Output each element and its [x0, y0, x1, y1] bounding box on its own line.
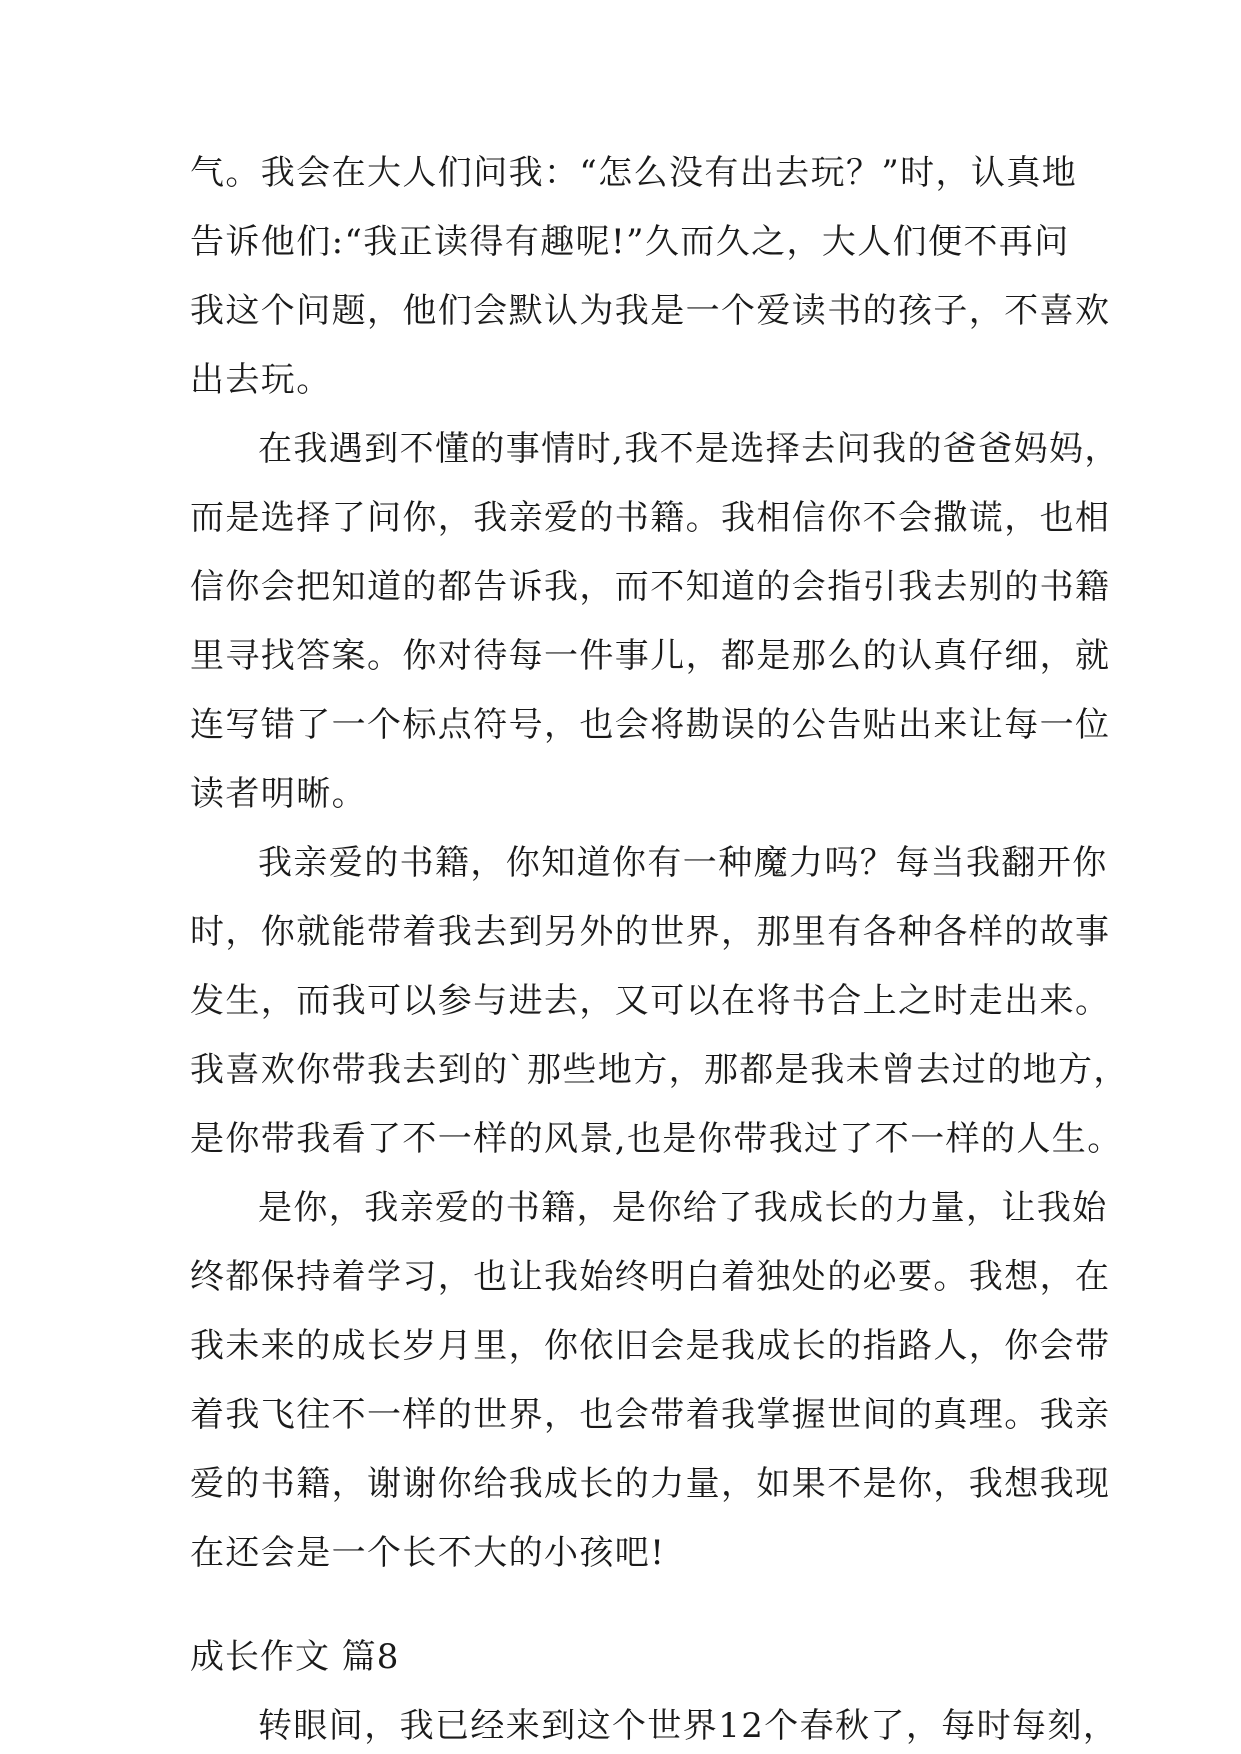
paragraph-line: 转眼间，我已经来到这个世界12个春秋了，每时每刻，	[258, 1706, 1119, 1746]
paragraph-line: 读者明晰。	[190, 774, 367, 814]
paragraph-line: 信你会把知道的都告诉我，而不知道的会指引我去别的书籍	[190, 567, 1111, 607]
paragraph-line: 我这个问题，他们会默认为我是一个爱读书的孩子，不喜欢	[190, 291, 1111, 331]
section-heading: 成长作文 篇8	[190, 1637, 400, 1677]
paragraph-line: 出去玩。	[190, 360, 332, 400]
paragraph-line: 终都保持着学习，也让我始终明白着独处的必要。我想，在	[190, 1257, 1111, 1297]
paragraph-line: 是你带我看了不一样的风景,也是你带我过了不一样的人生。	[190, 1119, 1123, 1159]
paragraph-line: 时，你就能带着我去到另外的世界，那里有各种各样的故事	[190, 912, 1111, 952]
paragraph-line: 爱的书籍，谢谢你给我成长的力量，如果不是你，我想我现	[190, 1464, 1111, 1504]
paragraph-line: 发生，而我可以参与进去，又可以在将书合上之时走出来。	[190, 981, 1111, 1021]
paragraph-line: 在我遇到不懂的事情时,我不是选择去问我的爸爸妈妈，	[258, 429, 1120, 469]
paragraph-line: 气。我会在大人们问我：“怎么没有出去玩？”时，认真地	[190, 153, 1078, 193]
paragraph-line: 连写错了一个标点符号，也会将勘误的公告贴出来让每一位	[190, 705, 1111, 745]
paragraph-line: 着我飞往不一样的世界，也会带着我掌握世间的真理。我亲	[190, 1395, 1111, 1435]
paragraph-line: 我喜欢你带我去到的`那些地方，那都是我未曾去过的地方，	[190, 1050, 1129, 1090]
paragraph-line: 里寻找答案。你对待每一件事儿，都是那么的认真仔细，就	[190, 636, 1111, 676]
paragraph-line: 在还会是一个长不大的小孩吧!	[190, 1533, 666, 1573]
paragraph-line: 而是选择了问你，我亲爱的书籍。我相信你不会撒谎，也相	[190, 498, 1111, 538]
paragraph-line: 是你，我亲爱的书籍，是你给了我成长的力量，让我始	[258, 1188, 1108, 1228]
paragraph-line: 我未来的成长岁月里，你依旧会是我成长的指路人，你会带	[190, 1326, 1111, 1366]
paragraph-line: 告诉他们:“我正读得有趣呢!”久而久之，大人们便不再问	[190, 222, 1070, 262]
paragraph-line: 我亲爱的书籍，你知道你有一种魔力吗？每当我翻开你	[258, 843, 1108, 883]
